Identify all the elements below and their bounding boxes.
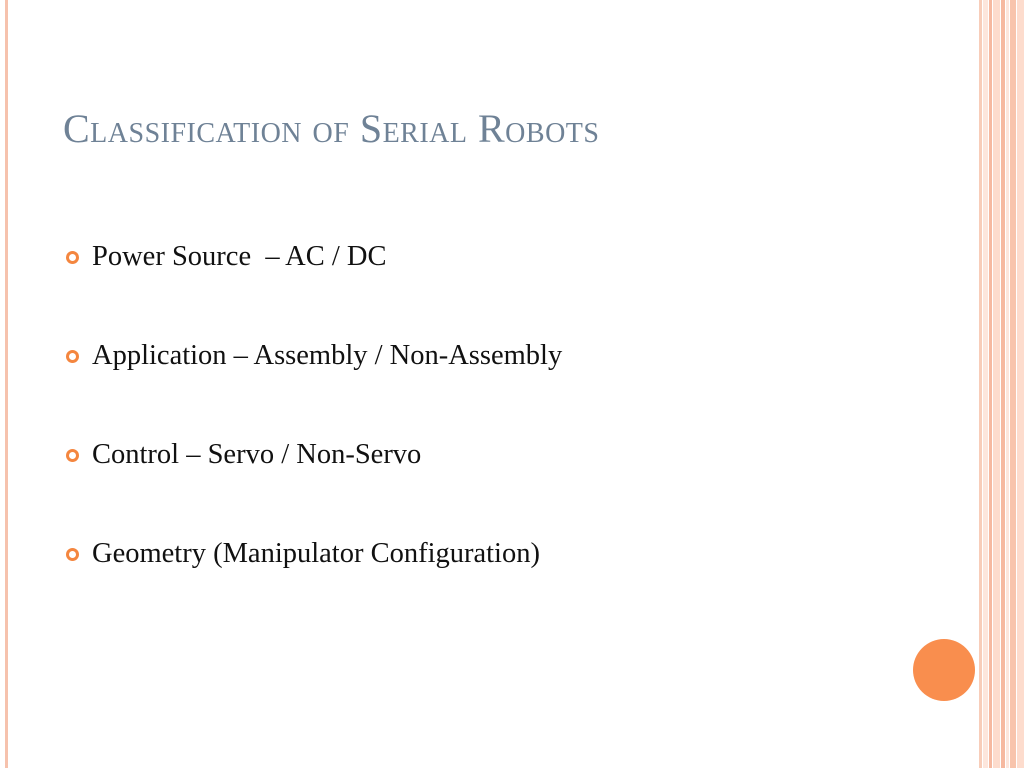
decorative-circle	[913, 639, 975, 701]
left-border-line	[5, 0, 8, 768]
bullet-ring-icon	[63, 334, 92, 378]
bullet-item	[63, 334, 943, 433]
bullet-ring-icon	[63, 433, 92, 477]
stripe	[989, 0, 992, 768]
bullet-list	[63, 235, 943, 631]
bullet-item	[63, 532, 943, 631]
bullet-item	[63, 235, 943, 334]
stripe	[1017, 0, 1024, 768]
stripe	[979, 0, 982, 768]
right-decorative-stripes	[979, 0, 1024, 768]
stripe	[983, 0, 988, 768]
bullet-text: Application – Assembly / Non-Assembly	[92, 340, 563, 371]
bullet-text: Geometry (Manipulator Configuration)	[92, 538, 540, 569]
bullet-item	[63, 433, 943, 532]
slide-title: Classification of Serial Robots	[63, 106, 600, 151]
stripe	[993, 0, 1000, 768]
bullet-ring-icon	[63, 532, 92, 576]
bullet-ring-icon	[63, 235, 92, 279]
bullet-text: Control – Servo / Non-Servo	[92, 439, 422, 470]
bullet-text: Power Source – AC / DC	[92, 241, 387, 272]
stripe	[1001, 0, 1005, 768]
stripe	[1006, 0, 1009, 768]
stripe	[1010, 0, 1016, 768]
